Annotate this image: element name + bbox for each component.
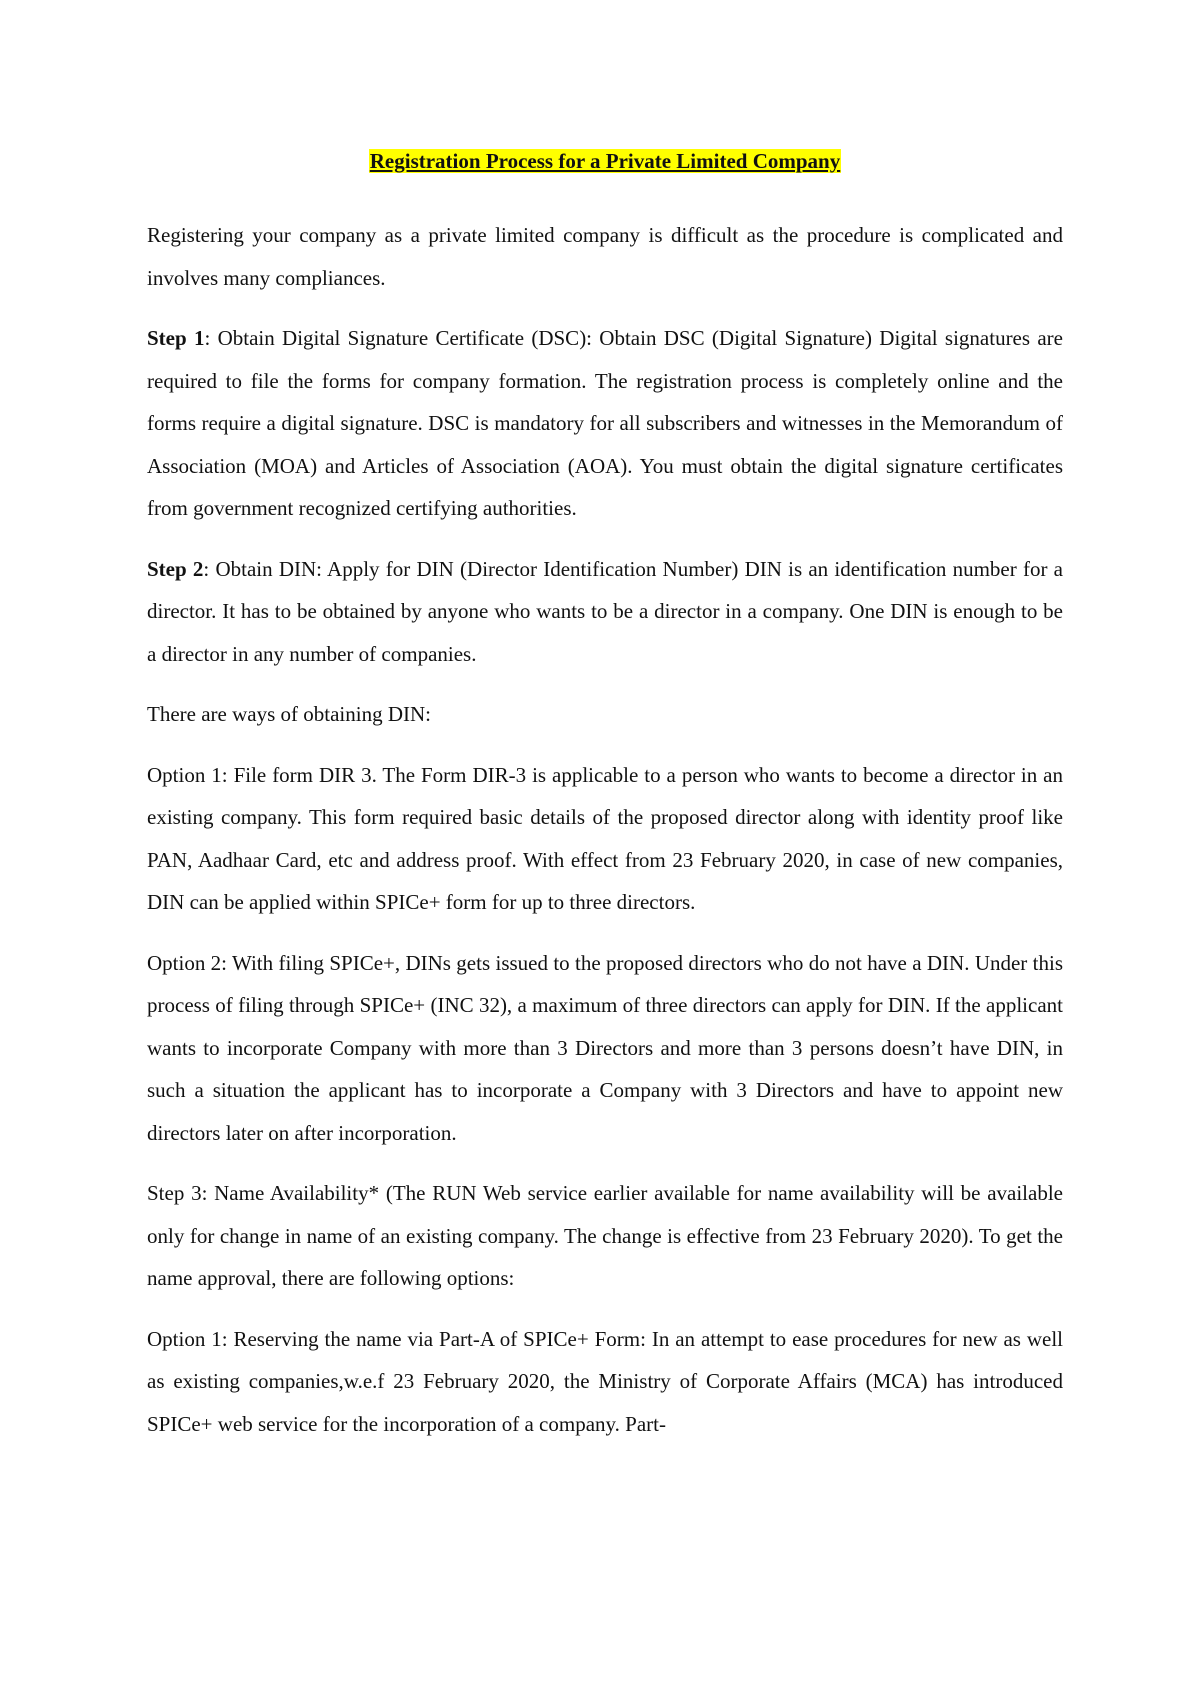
document-title bbox=[147, 142, 1063, 180]
step-3-paragraph: Step 3: Name Availability* (The RUN Web service earlier available for name availability will be available only for change in name of an existing company. The change is effective from 23 February 2020). To get the name approval, there are following options: bbox=[147, 1181, 1063, 1290]
step-1-paragraph bbox=[147, 317, 1063, 530]
step-2-paragraph bbox=[147, 548, 1063, 676]
step-1-label: Step 1 bbox=[147, 326, 205, 350]
step-2-text: : Obtain DIN: Apply for DIN (Director Identification Number) DIN is an identification number for a director. It has to be obtained by anyone who wants to be a director in a company. One DIN is enough to be a director in any number of companies. bbox=[147, 556, 1063, 666]
din-option-2-paragraph: Option 2: With filing SPICe+, DINs gets issued to the proposed directors who do not have a DIN. Under this process of filing through SPICe+ (INC 32), a maximum of three directors can apply for DIN. If the applicant wants to incorporate Company with more than 3 Directors and more than 3 persons doesn’t have DIN, in such a situation the applicant has to incorporate a Company with 3 Directors and have to appoint new directors later on after incorporation. bbox=[147, 950, 1063, 1145]
step-2-label: Step 2 bbox=[147, 556, 204, 581]
din-ways-heading: There are ways of obtaining DIN: bbox=[147, 702, 431, 726]
document-title-text: Registration Process for a Private Limited Company bbox=[369, 149, 841, 173]
step-1-text: : Obtain Digital Signature Certificate (DSC): Obtain DSC (Digital Signature) Digital signatures are required to file the forms for company formation. The registration process is completely online and the forms require a digital signature. DSC is mandatory for all subscribers and witnesses in the Memorandum of Association (MOA) and Articles of Association (AOA). You must obtain the digital signature certificates from government recognized certifying authorities. bbox=[147, 326, 1063, 520]
din-option-1-paragraph: Option 1: File form DIR 3. The Form DIR-3 is applicable to a person who wants to become a director in an existing company. This form required basic details of the proposed director along with identity proof like PAN, Aadhaar Card, etc and address proof. With effect from 23 February 2020, in case of new companies, DIN can be applied within SPICe+ form for up to three directors. bbox=[147, 762, 1063, 914]
name-option-1-paragraph: Option 1: Reserving the name via Part-A of SPICe+ Form: In an attempt to ease procedures for new as well as existing companies,w.e.f 23 February 2020, the Ministry of Corporate Affairs (MCA) has introduced SPICe+ web service for the incorporation of a company. Part- bbox=[147, 1326, 1063, 1436]
intro-paragraph: Registering your company as a private limited company is difficult as the procedure is complicated and involves many compliances. bbox=[147, 223, 1063, 290]
document-body bbox=[147, 142, 1063, 1463]
